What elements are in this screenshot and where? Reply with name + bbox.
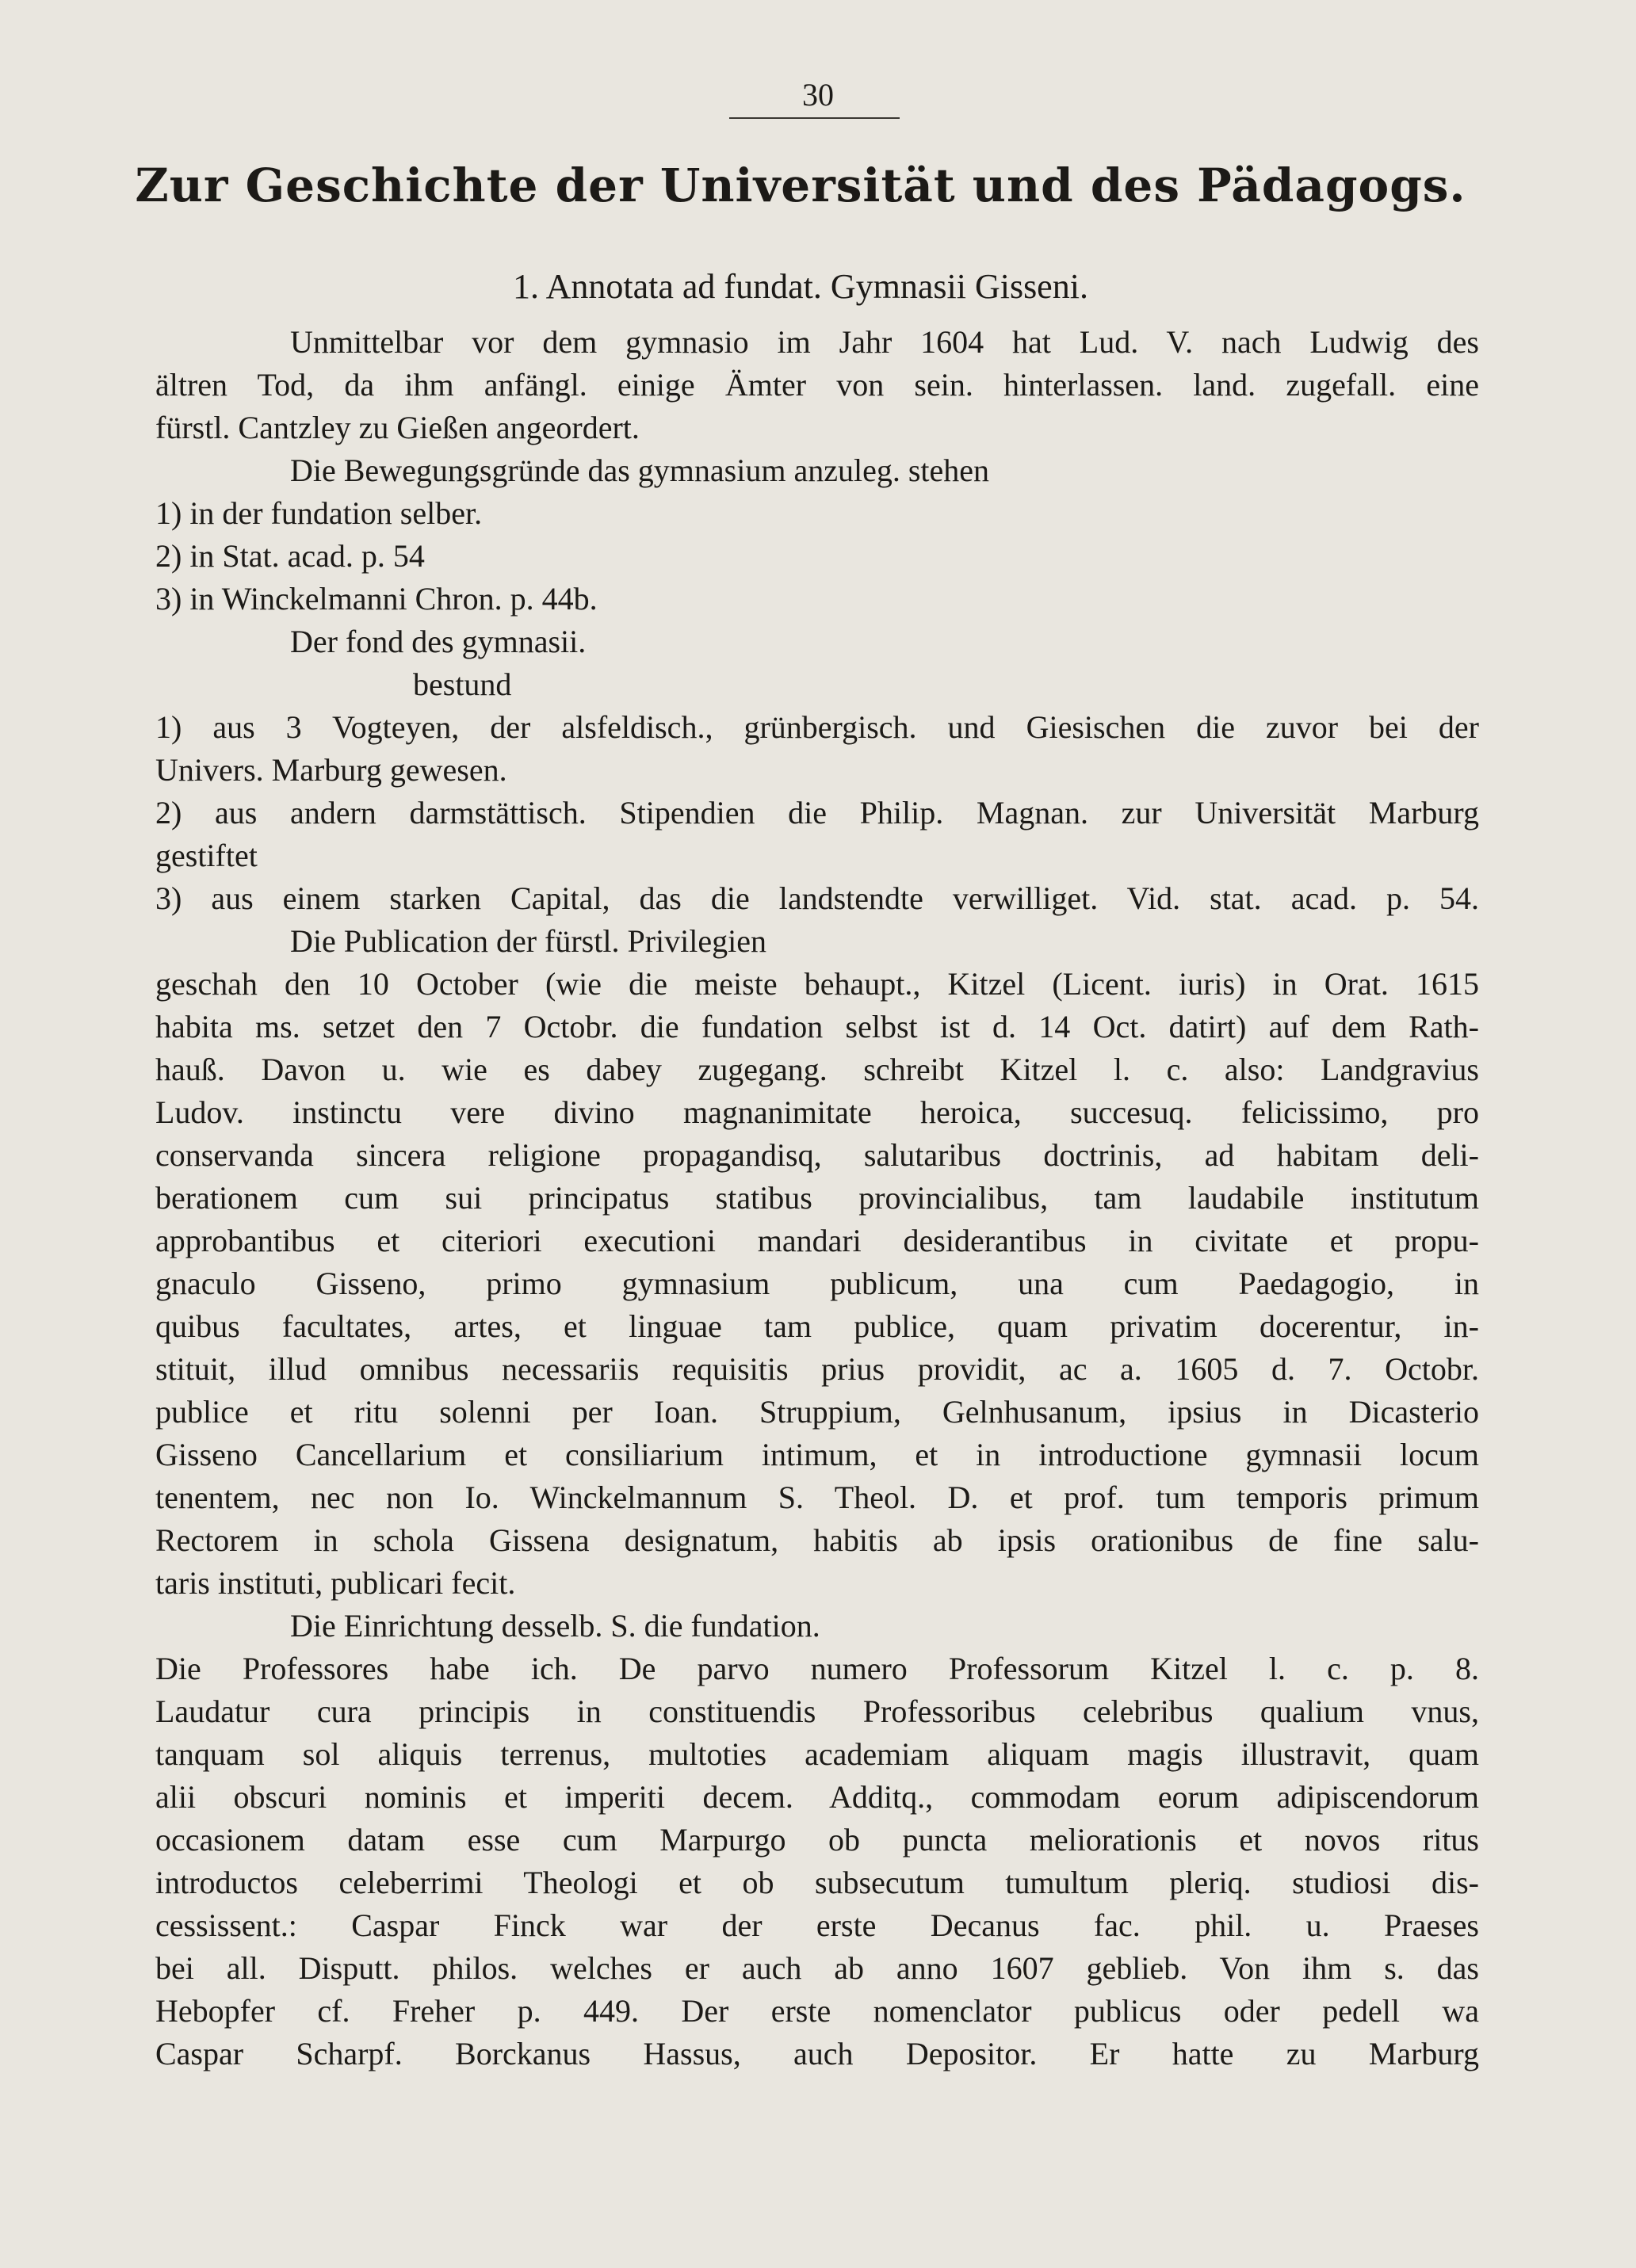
text-line: 2) aus andern darmstättisch. Stipendien die Philip. Magnan. zur Universität Marburg	[155, 795, 1479, 830]
text-line: gestiftet	[155, 838, 258, 873]
text-line: stituit, illud omnibus necessariis requisitis prius providit, ac a. 1605 d. 7. Octobr.	[155, 1351, 1479, 1387]
text-line: bei all. Disputt. philos. welches er auch ab anno 1607 geblieb. Von ihm s. das	[155, 1950, 1479, 1986]
text-line: introductos celeberrimi Theologi et ob subsecutum tumultum pleriq. studiosi dis-	[155, 1865, 1479, 1900]
text-line: gnaculo Gisseno, primo gymnasium publicum, una cum Paedagogio, in	[155, 1266, 1479, 1301]
text-line: Caspar Scharpf. Borckanus Hassus, auch Depositor. Er hatte zu Marburg	[155, 2036, 1479, 2071]
text-line: Hebopfer cf. Freher p. 449. Der erste nomenclator publicus oder pedell wa	[155, 1993, 1479, 2029]
section-heading: 1. Annotata ad fundat. Gymnasii Gisseni.	[513, 267, 1088, 306]
text-line: Die Publication der fürstl. Privilegien	[290, 923, 766, 959]
text-line: cessissent.: Caspar Finck war der erste Decanus fac. phil. u. Praeses	[155, 1907, 1479, 1943]
text-line: ältren Tod, da ihm anfängl. einige Ämter von sein. hinterlassen. land. zugefall. eine	[155, 367, 1479, 403]
text-line: geschah den 10 October (wie die meiste behaupt., Kitzel (Licent. iuris) in Orat. 1615	[155, 966, 1479, 1002]
text-line: occasionem datam esse cum Marpurgo ob puncta meliorationis et novos ritus	[155, 1822, 1479, 1858]
text-line: 2) in Stat. acad. p. 54	[155, 538, 425, 574]
text-line: 1) in der fundation selber.	[155, 495, 483, 531]
text-line: conservanda sincera religione propagandisq, salutaribus doctrinis, ad habitam deli-	[155, 1137, 1479, 1173]
text-line: 3) aus einem starken Capital, das die landstendte verwilliget. Vid. stat. acad. p. 54.	[155, 880, 1479, 916]
text-line: tenentem, nec non Io. Winckelmannum S. Theol. D. et prof. tum temporis primum	[155, 1480, 1479, 1515]
text-line: hauß. Davon u. wie es dabey zugegang. schreibt Kitzel l. c. also: Landgravius	[155, 1052, 1479, 1087]
text-line: Univers. Marburg gewesen.	[155, 752, 507, 788]
text-line: approbantibus et citeriori executioni mandari desiderantibus in civitate et propu-	[155, 1223, 1479, 1258]
text-line: habita ms. setzet den 7 Octobr. die fundation selbst ist d. 14 Oct. datirt) auf dem Rath-	[155, 1009, 1479, 1044]
text-line: Die Professores habe ich. De parvo numero Professorum Kitzel l. c. p. 8.	[155, 1651, 1479, 1686]
text-line: Ludov. instinctu vere divino magnanimitate heroica, succesuq. felicissimo, pro	[155, 1094, 1479, 1130]
text-line: Rectorem in schola Gissena designatum, habitis ab ipsis orationibus de fine salu-	[155, 1522, 1479, 1558]
text-line: publice et ritu solenni per Ioan. Struppium, Gelnhusanum, ipsius in Dicasterio	[155, 1394, 1479, 1430]
page-title: Zur Geschichte der Universität und des Pädagogs.	[135, 158, 1466, 212]
text-line: bestund	[413, 666, 512, 702]
text-line: Die Bewegungsgründe das gymnasium anzuleg. stehen	[290, 452, 990, 488]
text-line: 1) aus 3 Vogteyen, der alsfeldisch., grünbergisch. und Giesischen die zuvor bei der	[155, 709, 1479, 745]
body-text	[155, 321, 1479, 2075]
text-line: 3) in Winckelmanni Chron. p. 44b.	[155, 581, 598, 617]
header-rule	[729, 117, 900, 119]
text-line: Gisseno Cancellarium et consiliarium intimum, et in introductione gymnasii locum	[155, 1437, 1479, 1472]
text-line: alii obscuri nominis et imperiti decem. Additq., commodam eorum adipiscendorum	[155, 1779, 1479, 1815]
text-line: Unmittelbar vor dem gymnasio im Jahr 1604 hat Lud. V. nach Ludwig des	[290, 324, 1479, 360]
text-line: fürstl. Cantzley zu Gießen angeordert.	[155, 410, 640, 445]
text-line: Der fond des gymnasii.	[290, 624, 587, 659]
text-line: berationem cum sui principatus statibus provincialibus, tam laudabile institutum	[155, 1180, 1479, 1216]
text-line: Die Einrichtung desselb. S. die fundation.	[290, 1608, 820, 1644]
text-line: taris instituti, publicari fecit.	[155, 1565, 516, 1601]
text-line: quibus facultates, artes, et linguae tam publice, quam privatim docerentur, in-	[155, 1308, 1479, 1344]
page-number: 30	[802, 77, 834, 113]
text-line: Laudatur cura principis in constituendis Professoribus celebribus qualium vnus,	[155, 1693, 1479, 1729]
text-line: tanquam sol aliquis terrenus, multoties academiam aliquam magis illustravit, quam	[155, 1736, 1479, 1772]
